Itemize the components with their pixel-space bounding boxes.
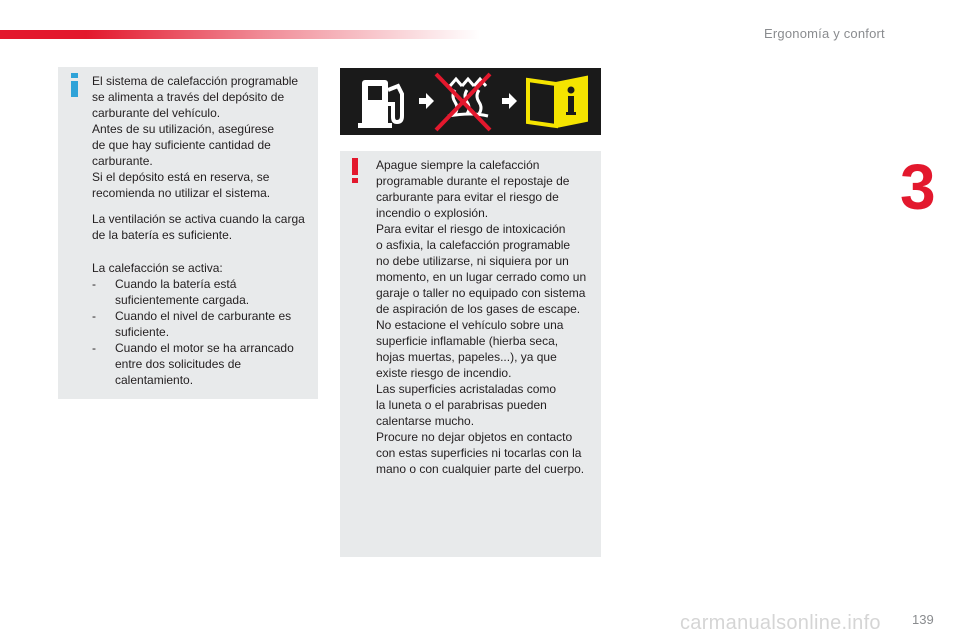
- text-line: superficie inflamable (hierba seca,: [376, 334, 559, 348]
- text-line: momento, en un lugar cerrado como un: [376, 270, 587, 284]
- activation-intro: La calefacción se activa:: [92, 261, 223, 275]
- text-line: mano o con cualquier parte del cuerpo.: [376, 462, 585, 476]
- text-line: de aspiración de los gases de escape.: [376, 302, 581, 316]
- header-accent-bar: [0, 30, 480, 39]
- text-line: No estacione el vehículo sobre una: [376, 318, 564, 332]
- text-line: suficiente.: [115, 325, 170, 339]
- text-line: la luneta o el parabrisas pueden: [376, 398, 547, 412]
- bullet-dash: -: [92, 277, 96, 291]
- text-line: carburante para evitar el riesgo de: [376, 190, 559, 204]
- text-line: carburante.: [92, 154, 153, 168]
- list-item: [92, 340, 314, 388]
- info-paragraph-2: [92, 211, 314, 243]
- text-line: recomienda no utilizar el sistema.: [92, 186, 271, 200]
- text-line: incendio o explosión.: [376, 206, 489, 220]
- text-line: entre dos solicitudes de: [115, 357, 242, 371]
- activation-list: [92, 260, 314, 388]
- text-line: carburante del vehículo.: [92, 106, 221, 120]
- fuel-pump-icon: [358, 80, 402, 128]
- text-line: de la batería es suficiente.: [92, 228, 233, 242]
- info-icon: [71, 73, 79, 97]
- list-item: [92, 276, 314, 308]
- section-title: Ergonomía y confort: [764, 26, 885, 41]
- manual-info-icon: [528, 78, 586, 126]
- text-line: suficientemente cargada.: [115, 293, 250, 307]
- text-line: Cuando la batería está: [115, 277, 237, 291]
- text-line: de que hay suficiente cantidad de: [92, 138, 271, 152]
- text-line: Las superficies acristaladas como: [376, 382, 557, 396]
- text-line: Apague siempre la calefacción: [376, 158, 540, 172]
- text-line: Para evitar el riesgo de intoxicación: [376, 222, 566, 236]
- info-paragraph-1: [92, 73, 312, 201]
- bullet-dash: -: [92, 309, 96, 323]
- text-line: se alimenta a través del depósito de: [92, 90, 285, 104]
- text-line: o asfixia, la calefacción programable: [376, 238, 571, 252]
- warning-icon: [352, 158, 360, 184]
- text-line: Antes de su utilización, asegúrese: [92, 122, 275, 136]
- text-line: Si el depósito está en reserva, se: [92, 170, 270, 184]
- text-line: La ventilación se activa cuando la carga: [92, 212, 305, 226]
- text-line: Cuando el nivel de carburante es: [115, 309, 292, 323]
- warning-text: [376, 157, 596, 477]
- text-line: garaje o taller no equipado con sistema: [376, 286, 586, 300]
- text-line: calentamiento.: [115, 373, 194, 387]
- text-line: Cuando el motor se ha arrancado: [115, 341, 294, 355]
- watermark: carmanualsonline.info: [680, 612, 881, 634]
- arrow-right-icon: [502, 93, 517, 109]
- list-item: [92, 308, 314, 340]
- text-line: con estas superficies ni tocarlas con la: [376, 446, 582, 460]
- chapter-number: 3: [900, 151, 936, 223]
- arrow-right-icon: [419, 93, 434, 109]
- pictogram-panel: [340, 68, 601, 135]
- text-line: programable durante el repostaje de: [376, 174, 570, 188]
- text-line: hojas muertas, papeles...), ya que: [376, 350, 557, 364]
- heater-crossed-icon: [436, 74, 490, 130]
- pictogram-svg: [340, 68, 601, 135]
- text-line: no debe utilizarse, ni siquiera por un: [376, 254, 569, 268]
- bullet-dash: -: [92, 341, 96, 355]
- page-number: 139: [912, 612, 934, 627]
- text-line: calentarse mucho.: [376, 414, 475, 428]
- text-line: existe riesgo de incendio.: [376, 366, 512, 380]
- text-line: Procure no dejar objetos en contacto: [376, 430, 573, 444]
- text-line: El sistema de calefacción programable: [92, 74, 299, 88]
